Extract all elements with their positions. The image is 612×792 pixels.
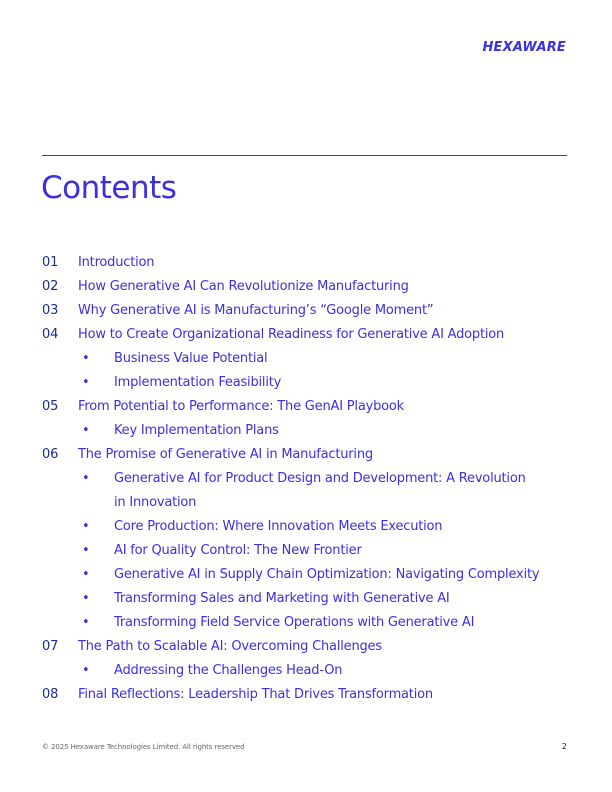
toc-sublabel: Implementation Feasibility <box>114 375 282 390</box>
toc-sublabel: Business Value Potential <box>114 351 268 366</box>
table-of-contents <box>42 251 602 707</box>
toc-sublabel-line: in Innovation <box>114 495 197 510</box>
toc-entry-03[interactable] <box>42 299 602 323</box>
toc-number: 08 <box>42 687 59 702</box>
bullet-icon: • <box>82 519 90 534</box>
toc-number: 01 <box>42 255 59 270</box>
toc-number: 03 <box>42 303 59 318</box>
toc-subentry[interactable] <box>42 467 602 515</box>
toc-sublabel: Key Implementation Plans <box>114 423 279 438</box>
toc-label: The Path to Scalable AI: Overcoming Challenges <box>78 639 382 654</box>
toc-number: 04 <box>42 327 59 342</box>
toc-subentry[interactable] <box>42 659 602 683</box>
toc-entry-08[interactable] <box>42 683 602 707</box>
toc-subentry[interactable] <box>42 539 602 563</box>
bullet-icon: • <box>82 543 90 558</box>
toc-label: How to Create Organizational Readiness for Generative AI Adoption <box>78 327 505 342</box>
bullet-icon: • <box>82 423 90 438</box>
header-divider <box>42 155 567 156</box>
toc-entry-04[interactable] <box>42 323 602 347</box>
page-number: 2 <box>561 742 567 751</box>
toc-entry-06[interactable] <box>42 443 602 467</box>
toc-subentry[interactable] <box>42 419 602 443</box>
toc-number: 06 <box>42 447 59 462</box>
toc-subentry[interactable] <box>42 371 602 395</box>
toc-sublabel: Transforming Sales and Marketing with Generative AI <box>114 591 450 606</box>
toc-label: The Promise of Generative AI in Manufacturing <box>78 447 373 462</box>
toc-entry-02[interactable] <box>42 275 602 299</box>
toc-sublabel: Transforming Field Service Operations with Generative AI <box>114 615 475 630</box>
toc-number: 05 <box>42 399 59 414</box>
toc-label: Why Generative AI is Manufacturing’s “Google Moment” <box>78 303 434 318</box>
bullet-icon: • <box>82 663 90 678</box>
toc-entry-07[interactable] <box>42 635 602 659</box>
toc-label: Introduction <box>78 255 155 270</box>
toc-subentry[interactable] <box>42 347 602 371</box>
bullet-icon: • <box>82 615 90 630</box>
toc-entry-01[interactable] <box>42 251 602 275</box>
toc-number: 07 <box>42 639 59 654</box>
bullet-icon: • <box>82 591 90 606</box>
bullet-icon: • <box>82 567 90 582</box>
copyright-notice: © 2025 Hexaware Technologies Limited. All rights reserved <box>42 743 245 751</box>
bullet-icon: • <box>82 471 90 486</box>
toc-sublabel-line: Generative AI for Product Design and Development: A Revolution <box>114 471 526 486</box>
toc-sublabel: AI for Quality Control: The New Frontier <box>114 543 362 558</box>
toc-label: Final Reflections: Leadership That Drives Transformation <box>78 687 433 702</box>
toc-subentry[interactable] <box>42 587 602 611</box>
toc-subentry[interactable] <box>42 563 602 587</box>
toc-sublabel: Generative AI in Supply Chain Optimization: Navigating Complexity <box>114 567 540 582</box>
toc-subentry[interactable] <box>42 611 602 635</box>
toc-sublabel: Core Production: Where Innovation Meets Execution <box>114 519 443 534</box>
page-title: Contents <box>41 170 177 206</box>
toc-subentry[interactable] <box>42 515 602 539</box>
toc-sublabel: Addressing the Challenges Head-On <box>114 663 343 678</box>
toc-label: From Potential to Performance: The GenAI Playbook <box>78 399 404 414</box>
bullet-icon: • <box>82 375 90 390</box>
toc-entry-05[interactable] <box>42 395 602 419</box>
toc-label: How Generative AI Can Revolutionize Manufacturing <box>78 279 409 294</box>
bullet-icon: • <box>82 351 90 366</box>
toc-sublabel <box>42 467 602 515</box>
toc-number: 02 <box>42 279 59 294</box>
hexaware-logo: HEXAWARE <box>482 40 566 55</box>
